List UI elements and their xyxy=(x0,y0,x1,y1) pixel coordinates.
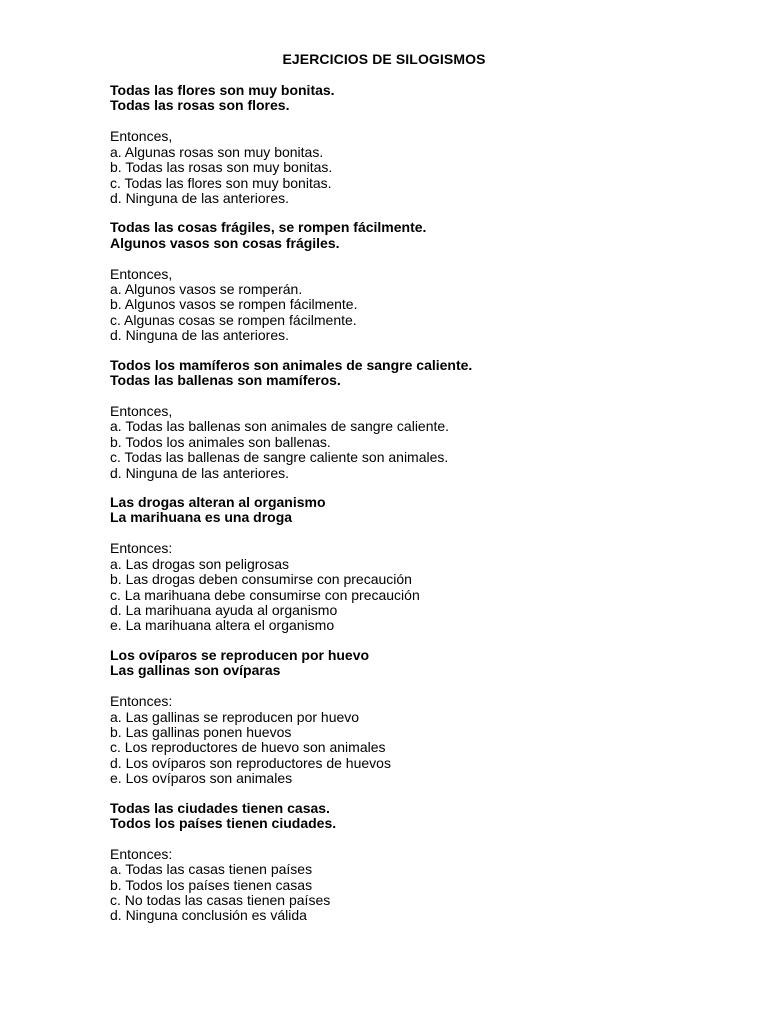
option-d: d. Los ovíparos son reproductores de huevos xyxy=(110,754,391,771)
exercise-3 xyxy=(110,358,730,481)
premise-minor: Todas las rosas son flores. xyxy=(110,97,290,114)
option-c: c. La marihuana debe consumirse con precaución xyxy=(110,586,420,603)
option-a: a. Todas las ballenas son animales de sangre caliente. xyxy=(110,418,450,435)
option-c: c. Todas las flores son muy bonitas. xyxy=(110,174,332,191)
option-c: c. No todas las casas tienen países xyxy=(110,892,331,909)
option-a: a. Las gallinas se reproducen por huevo xyxy=(110,708,360,725)
option-b: b. Todos los países tienen casas xyxy=(110,876,313,893)
option-a: a. Algunos vasos se romperán. xyxy=(110,281,303,298)
option-d: d. La marihuana ayuda al organismo xyxy=(110,601,338,618)
option-d: d. Ninguna de las anteriores. xyxy=(110,189,289,206)
option-d: d. Ninguna conclusión es válida xyxy=(110,907,307,924)
option-b: b. Todos los animales son ballenas. xyxy=(110,433,331,450)
premise-major: Todos los mamíferos son animales de sangre caliente. xyxy=(110,356,473,373)
premise-major: Todas las cosas frágiles, se rompen fácilmente. xyxy=(110,219,427,236)
conclusion-lead: Entonces: xyxy=(110,540,173,557)
option-c: c. Todas las ballenas de sangre caliente son animales. xyxy=(110,449,449,466)
premise-major: Los ovíparos se reproducen por huevo xyxy=(110,646,370,663)
option-c: c. Algunas cosas se rompen fácilmente. xyxy=(110,311,357,328)
conclusion-lead: Entonces: xyxy=(110,693,173,710)
premise-minor: Las gallinas son ovíparas xyxy=(110,662,281,679)
option-e: e. La marihuana altera el organismo xyxy=(110,617,335,634)
option-a: a. Las drogas son peligrosas xyxy=(110,555,289,572)
premise-minor: La marihuana es una droga xyxy=(110,509,293,526)
option-c: c. Los reproductores de huevo son animales xyxy=(110,739,386,756)
option-b: b. Algunos vasos se rompen fácilmente. xyxy=(110,296,358,313)
exercise-2 xyxy=(110,220,730,343)
premise-major: Todas las ciudades tienen casas. xyxy=(110,799,330,816)
conclusion-lead: Entonces, xyxy=(110,265,173,282)
option-d: d. Ninguna de las anteriores. xyxy=(110,327,289,344)
exercise-4 xyxy=(110,495,730,634)
option-e: e. Los ovíparos son animales xyxy=(110,770,293,787)
exercise-list xyxy=(110,83,730,938)
page-title: EJERCICIOS DE SILOGISMOS xyxy=(282,51,486,67)
premise-minor: Todos los países tienen ciudades. xyxy=(110,814,337,831)
premise-major: Todas las flores son muy bonitas. xyxy=(110,82,335,98)
conclusion-lead: Entonces, xyxy=(110,403,173,419)
option-d: d. Ninguna de las anteriores. xyxy=(110,464,289,481)
conclusion-lead: Entonces: xyxy=(110,845,173,862)
premise-minor: Todas las ballenas son mamíferos. xyxy=(110,372,341,389)
option-b: b. Todas las rosas son muy bonitas. xyxy=(110,159,333,176)
conclusion-lead: Entonces, xyxy=(110,128,173,145)
premise-major: Las drogas alteran al organismo xyxy=(110,494,326,511)
exercise-5 xyxy=(110,648,730,787)
option-b: b. Las gallinas ponen huevos xyxy=(110,723,292,740)
option-a: a. Algunas rosas son muy bonitas. xyxy=(110,143,324,160)
option-b: b. Las drogas deben consumirse con precaución xyxy=(110,571,412,588)
option-a: a. Todas las casas tienen países xyxy=(110,861,313,878)
exercise-1 xyxy=(110,83,730,206)
exercise-6 xyxy=(110,801,730,924)
premise-minor: Algunos vasos son cosas frágiles. xyxy=(110,234,340,251)
